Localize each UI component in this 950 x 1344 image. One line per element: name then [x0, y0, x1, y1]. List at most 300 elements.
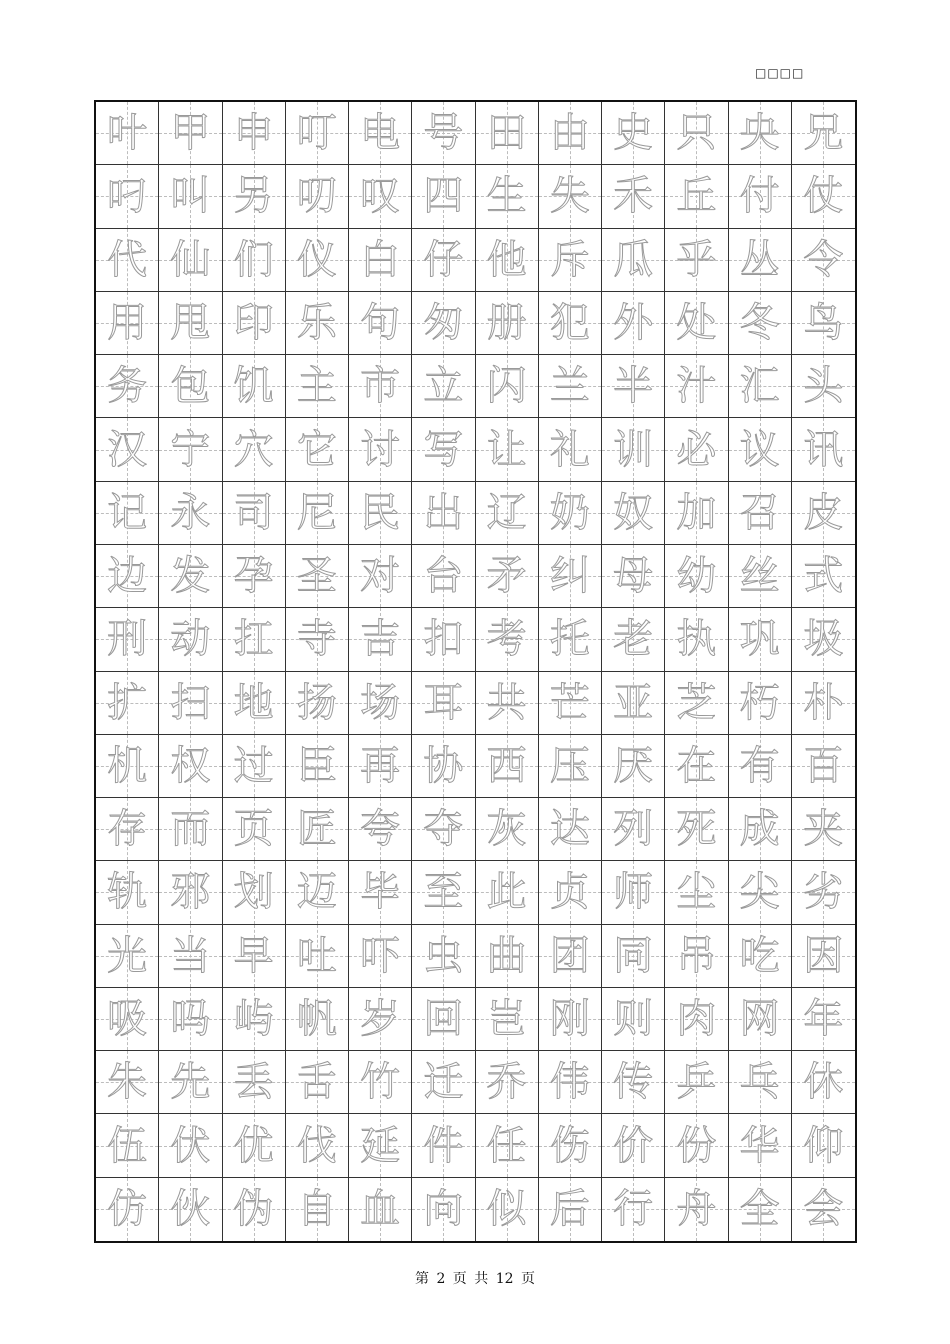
- grid-cell: [729, 418, 792, 481]
- grid-cell: [539, 672, 602, 735]
- grid-cell: [96, 861, 159, 924]
- grid-cell: [223, 102, 286, 165]
- grid-cell: [159, 735, 222, 798]
- tracing-character: 主: [296, 363, 337, 410]
- tracing-character: 件: [423, 1122, 464, 1169]
- grid-cell: [349, 608, 412, 671]
- tracing-character: 矛: [486, 553, 527, 600]
- grid-cell: [96, 482, 159, 545]
- grid-cell: [412, 545, 475, 608]
- tracing-character: 鸟: [803, 299, 844, 346]
- grid-cell: [286, 925, 349, 988]
- grid-cell: [159, 102, 222, 165]
- grid-cell: [729, 988, 792, 1051]
- grid-cell: [412, 1114, 475, 1177]
- grid-cell: [286, 418, 349, 481]
- header-mark: □□□□: [755, 66, 805, 80]
- tracing-character: 则: [613, 996, 654, 1043]
- tracing-character: 永: [170, 489, 211, 536]
- tracing-character: 圣: [296, 553, 337, 600]
- tracing-character: 延: [360, 1122, 401, 1169]
- grid-cell: [223, 608, 286, 671]
- grid-cell: [159, 355, 222, 418]
- tracing-character: 由: [549, 110, 590, 157]
- grid-cell: [96, 355, 159, 418]
- grid-cell: [539, 545, 602, 608]
- tracing-character: 毕: [360, 869, 401, 916]
- grid-cell: [539, 482, 602, 545]
- tracing-character: 出: [423, 489, 464, 536]
- grid-cell: [412, 229, 475, 292]
- grid-cell: [665, 1051, 728, 1114]
- grid-cell: [159, 1178, 222, 1241]
- grid-cell: [286, 1178, 349, 1241]
- tracing-character: 丘: [676, 173, 717, 220]
- grid-cell: [349, 988, 412, 1051]
- tracing-character: 扛: [233, 616, 274, 663]
- tracing-character: 闪: [486, 363, 527, 410]
- tracing-character: 必: [676, 426, 717, 473]
- tracing-character: 吉: [360, 616, 401, 663]
- tracing-character: 先: [170, 1059, 211, 1106]
- tracing-character: 夸: [360, 806, 401, 853]
- grid-cell: [792, 292, 855, 355]
- grid-cell: [665, 1114, 728, 1177]
- tracing-character: 伤: [549, 1122, 590, 1169]
- grid-cell: [349, 1051, 412, 1114]
- character-grid: [96, 102, 855, 1241]
- tracing-character: 再: [360, 742, 401, 789]
- grid-cell: [476, 165, 539, 228]
- tracing-character: 存: [107, 806, 148, 853]
- grid-cell: [602, 735, 665, 798]
- grid-cell: [729, 482, 792, 545]
- tracing-character: 乒: [676, 1059, 717, 1106]
- tracing-character: 穴: [233, 426, 274, 473]
- grid-cell: [792, 861, 855, 924]
- grid-cell: [602, 102, 665, 165]
- grid-cell: [349, 102, 412, 165]
- tracing-character: 光: [107, 932, 148, 979]
- grid-cell: [223, 482, 286, 545]
- grid-cell: [286, 102, 349, 165]
- grid-cell: [286, 672, 349, 735]
- grid-cell: [223, 861, 286, 924]
- grid-cell: [223, 418, 286, 481]
- grid-cell: [476, 292, 539, 355]
- grid-cell: [539, 1114, 602, 1177]
- grid-cell: [602, 165, 665, 228]
- tracing-character: 申: [233, 110, 274, 157]
- tracing-character: 吃: [739, 932, 780, 979]
- grid-cell: [539, 165, 602, 228]
- grid-cell: [412, 672, 475, 735]
- grid-cell: [476, 1051, 539, 1114]
- grid-cell: [349, 418, 412, 481]
- grid-cell: [412, 482, 475, 545]
- tracing-character: 会: [803, 1186, 844, 1233]
- tracing-character: 务: [107, 363, 148, 410]
- grid-cell: [223, 1114, 286, 1177]
- tracing-character: 厌: [613, 742, 654, 789]
- grid-cell: [729, 292, 792, 355]
- tracing-character: 吓: [360, 932, 401, 979]
- grid-cell: [792, 1114, 855, 1177]
- tracing-character: 芝: [676, 679, 717, 726]
- tracing-character: 民: [360, 489, 401, 536]
- tracing-character: 朱: [107, 1059, 148, 1106]
- tracing-character: 匆: [423, 299, 464, 346]
- tracing-character: 划: [233, 869, 274, 916]
- tracing-character: 因: [803, 932, 844, 979]
- tracing-character: 托: [549, 616, 590, 663]
- tracing-character: 任: [486, 1122, 527, 1169]
- tracing-character: 芒: [549, 679, 590, 726]
- tracing-character: 曲: [486, 932, 527, 979]
- tracing-character: 巩: [739, 616, 780, 663]
- tracing-character: 自: [296, 1186, 337, 1233]
- tracing-character: 田: [486, 110, 527, 157]
- tracing-character: 此: [486, 869, 527, 916]
- tracing-character: 们: [233, 236, 274, 283]
- grid-cell: [729, 735, 792, 798]
- tracing-character: 舌: [296, 1059, 337, 1106]
- grid-cell: [539, 925, 602, 988]
- grid-cell: [602, 1178, 665, 1241]
- grid-cell: [286, 1051, 349, 1114]
- grid-cell: [223, 545, 286, 608]
- grid-cell: [96, 418, 159, 481]
- tracing-character: 灰: [486, 806, 527, 853]
- grid-cell: [602, 608, 665, 671]
- tracing-character: 饥: [233, 363, 274, 410]
- tracing-character: 汉: [107, 426, 148, 473]
- grid-cell: [476, 418, 539, 481]
- grid-cell: [223, 292, 286, 355]
- tracing-character: 刑: [107, 616, 148, 663]
- grid-cell: [665, 482, 728, 545]
- tracing-character: 兄: [803, 110, 844, 157]
- tracing-character: 虫: [423, 932, 464, 979]
- tracing-character: 汇: [739, 363, 780, 410]
- grid-cell: [665, 165, 728, 228]
- grid-cell: [223, 672, 286, 735]
- tracing-character: 网: [739, 996, 780, 1043]
- tracing-character: 而: [170, 806, 211, 853]
- grid-cell: [476, 988, 539, 1051]
- grid-cell: [792, 1051, 855, 1114]
- tracing-character: 让: [486, 426, 527, 473]
- tracing-character: 白: [360, 236, 401, 283]
- tracing-character: 写: [423, 426, 464, 473]
- grid-cell: [412, 1178, 475, 1241]
- tracing-character: 师: [613, 869, 654, 916]
- tracing-character: 丝: [739, 553, 780, 600]
- grid-cell: [96, 608, 159, 671]
- grid-cell: [602, 229, 665, 292]
- tracing-character: 夺: [423, 806, 464, 853]
- grid-cell: [223, 925, 286, 988]
- grid-cell: [665, 861, 728, 924]
- tracing-character: 宁: [170, 426, 211, 473]
- grid-cell: [792, 545, 855, 608]
- grid-cell: [665, 798, 728, 861]
- tracing-character: 行: [613, 1186, 654, 1233]
- grid-cell: [159, 798, 222, 861]
- grid-cell: [412, 608, 475, 671]
- grid-cell: [476, 735, 539, 798]
- tracing-character: 甩: [170, 299, 211, 346]
- tracing-character: 仙: [170, 236, 211, 283]
- tracing-character: 斥: [549, 236, 590, 283]
- tracing-character: 页: [233, 806, 274, 853]
- tracing-character: 压: [549, 742, 590, 789]
- grid-cell: [476, 482, 539, 545]
- tracing-character: 加: [676, 489, 717, 536]
- grid-cell: [665, 102, 728, 165]
- tracing-character: 生: [486, 173, 527, 220]
- tracing-character: 向: [423, 1186, 464, 1233]
- grid-cell: [729, 355, 792, 418]
- grid-cell: [96, 988, 159, 1051]
- grid-cell: [792, 988, 855, 1051]
- grid-cell: [792, 418, 855, 481]
- tracing-character: 仗: [803, 173, 844, 220]
- tracing-character: 尖: [739, 869, 780, 916]
- tracing-character: 吐: [296, 932, 337, 979]
- grid-cell: [792, 608, 855, 671]
- tracing-character: 纠: [549, 553, 590, 600]
- grid-cell: [602, 355, 665, 418]
- grid-cell: [602, 1114, 665, 1177]
- tracing-character: 似: [486, 1186, 527, 1233]
- grid-cell: [476, 861, 539, 924]
- tracing-character: 竹: [360, 1059, 401, 1106]
- grid-cell: [602, 1051, 665, 1114]
- tracing-character: 扫: [170, 679, 211, 726]
- grid-cell: [349, 925, 412, 988]
- tracing-character: 朽: [739, 679, 780, 726]
- grid-cell: [602, 988, 665, 1051]
- grid-cell: [665, 925, 728, 988]
- tracing-character: 匠: [296, 806, 337, 853]
- grid-cell: [539, 861, 602, 924]
- tracing-character: 老: [613, 616, 654, 663]
- grid-cell: [286, 988, 349, 1051]
- tracing-character: 劣: [803, 869, 844, 916]
- tracing-character: 共: [486, 679, 527, 726]
- tracing-character: 央: [739, 110, 780, 157]
- grid-cell: [539, 1051, 602, 1114]
- grid-cell: [729, 545, 792, 608]
- tracing-character: 迁: [423, 1059, 464, 1106]
- tracing-character: 令: [803, 236, 844, 283]
- grid-cell: [729, 229, 792, 292]
- grid-cell: [349, 861, 412, 924]
- grid-cell: [96, 925, 159, 988]
- grid-cell: [159, 861, 222, 924]
- grid-cell: [792, 482, 855, 545]
- tracing-character: 四: [423, 173, 464, 220]
- grid-cell: [412, 925, 475, 988]
- grid-cell: [729, 165, 792, 228]
- tracing-character: 叫: [170, 173, 211, 220]
- tracing-character: 圾: [803, 616, 844, 663]
- tracing-character: 丢: [233, 1059, 274, 1106]
- grid-cell: [665, 672, 728, 735]
- tracing-character: 叨: [296, 173, 337, 220]
- grid-cell: [665, 735, 728, 798]
- tracing-character: 司: [233, 489, 274, 536]
- tracing-character: 团: [549, 932, 590, 979]
- tracing-character: 伟: [549, 1059, 590, 1106]
- tracing-character: 外: [613, 299, 654, 346]
- tracing-character: 皮: [803, 489, 844, 536]
- tracing-character: 乎: [676, 236, 717, 283]
- grid-cell: [729, 925, 792, 988]
- grid-cell: [412, 798, 475, 861]
- tracing-character: 乓: [739, 1059, 780, 1106]
- tracing-character: 扬: [296, 679, 337, 726]
- tracing-character: 份: [676, 1122, 717, 1169]
- tracing-character: 兰: [549, 363, 590, 410]
- tracing-character: 尼: [296, 489, 337, 536]
- tracing-character: 屿: [233, 996, 274, 1043]
- grid-cell: [665, 608, 728, 671]
- grid-cell: [665, 545, 728, 608]
- tracing-character: 他: [486, 236, 527, 283]
- grid-cell: [729, 1178, 792, 1241]
- tracing-character: 立: [423, 363, 464, 410]
- grid-cell: [412, 418, 475, 481]
- grid-cell: [349, 1114, 412, 1177]
- tracing-character: 仔: [423, 236, 464, 283]
- tracing-character: 地: [233, 679, 274, 726]
- grid-cell: [96, 1051, 159, 1114]
- grid-cell: [159, 229, 222, 292]
- tracing-character: 叶: [107, 110, 148, 157]
- grid-cell: [96, 165, 159, 228]
- tracing-character: 汁: [676, 363, 717, 410]
- grid-cell: [729, 1051, 792, 1114]
- tracing-character: 瓜: [613, 236, 654, 283]
- tracing-character: 句: [360, 299, 401, 346]
- tracing-character: 付: [739, 173, 780, 220]
- grid-cell: [349, 1178, 412, 1241]
- tracing-character: 代: [107, 236, 148, 283]
- tracing-character: 伪: [233, 1186, 274, 1233]
- grid-cell: [349, 292, 412, 355]
- tracing-character: 史: [613, 110, 654, 157]
- grid-cell: [539, 292, 602, 355]
- grid-cell: [223, 798, 286, 861]
- tracing-character: 叹: [360, 173, 401, 220]
- tracing-character: 轨: [107, 869, 148, 916]
- tracing-character: 册: [486, 299, 527, 346]
- tracing-character: 休: [803, 1059, 844, 1106]
- tracing-character: 伍: [107, 1122, 148, 1169]
- grid-cell: [539, 798, 602, 861]
- grid-cell: [539, 229, 602, 292]
- grid-cell: [96, 735, 159, 798]
- tracing-character: 电: [360, 110, 401, 157]
- grid-cell: [792, 1178, 855, 1241]
- tracing-character: 西: [486, 742, 527, 789]
- tracing-character: 岂: [486, 996, 527, 1043]
- grid-cell: [792, 798, 855, 861]
- tracing-character: 刚: [549, 996, 590, 1043]
- tracing-character: 成: [739, 806, 780, 853]
- grid-cell: [665, 988, 728, 1051]
- tracing-character: 甲: [170, 110, 211, 157]
- grid-cell: [539, 1178, 602, 1241]
- tracing-character: 丛: [739, 236, 780, 283]
- tracing-character: 式: [803, 553, 844, 600]
- grid-cell: [729, 672, 792, 735]
- tracing-character: 至: [423, 869, 464, 916]
- tracing-character: 伏: [170, 1122, 211, 1169]
- grid-cell: [476, 672, 539, 735]
- tracing-character: 执: [676, 616, 717, 663]
- tracing-character: 血: [360, 1186, 401, 1233]
- tracing-character: 乐: [296, 299, 337, 346]
- tracing-character: 幼: [676, 553, 717, 600]
- grid-cell: [602, 861, 665, 924]
- grid-cell: [476, 545, 539, 608]
- tracing-character: 礼: [549, 426, 590, 473]
- tracing-character: 扩: [107, 679, 148, 726]
- grid-cell: [476, 1114, 539, 1177]
- tracing-character: 权: [170, 742, 211, 789]
- grid-cell: [729, 798, 792, 861]
- tracing-character: 达: [549, 806, 590, 853]
- tracing-character: 迈: [296, 869, 337, 916]
- tracing-character: 奴: [613, 489, 654, 536]
- tracing-character: 吗: [170, 996, 211, 1043]
- tracing-character: 吊: [676, 932, 717, 979]
- tracing-character: 列: [613, 806, 654, 853]
- tracing-character: 过: [233, 742, 274, 789]
- grid-cell: [476, 102, 539, 165]
- grid-cell: [602, 292, 665, 355]
- grid-cell: [286, 482, 349, 545]
- grid-cell: [602, 925, 665, 988]
- grid-cell: [96, 102, 159, 165]
- grid-cell: [159, 1114, 222, 1177]
- tracing-character: 在: [676, 742, 717, 789]
- tracing-character: 乔: [486, 1059, 527, 1106]
- grid-cell: [286, 861, 349, 924]
- grid-cell: [96, 672, 159, 735]
- grid-cell: [286, 229, 349, 292]
- grid-cell: [223, 355, 286, 418]
- grid-cell: [476, 229, 539, 292]
- tracing-character: 仪: [296, 236, 337, 283]
- grid-cell: [412, 355, 475, 418]
- tracing-character: 头: [803, 363, 844, 410]
- grid-cell: [96, 545, 159, 608]
- tracing-character: 吸: [107, 996, 148, 1043]
- grid-cell: [412, 1051, 475, 1114]
- tracing-character: 边: [107, 553, 148, 600]
- tracing-character: 伐: [296, 1122, 337, 1169]
- tracing-character: 讨: [360, 426, 401, 473]
- grid-cell: [602, 418, 665, 481]
- grid-cell: [349, 165, 412, 228]
- tracing-character: 百: [803, 742, 844, 789]
- grid-cell: [412, 735, 475, 798]
- tracing-character: 仿: [107, 1186, 148, 1233]
